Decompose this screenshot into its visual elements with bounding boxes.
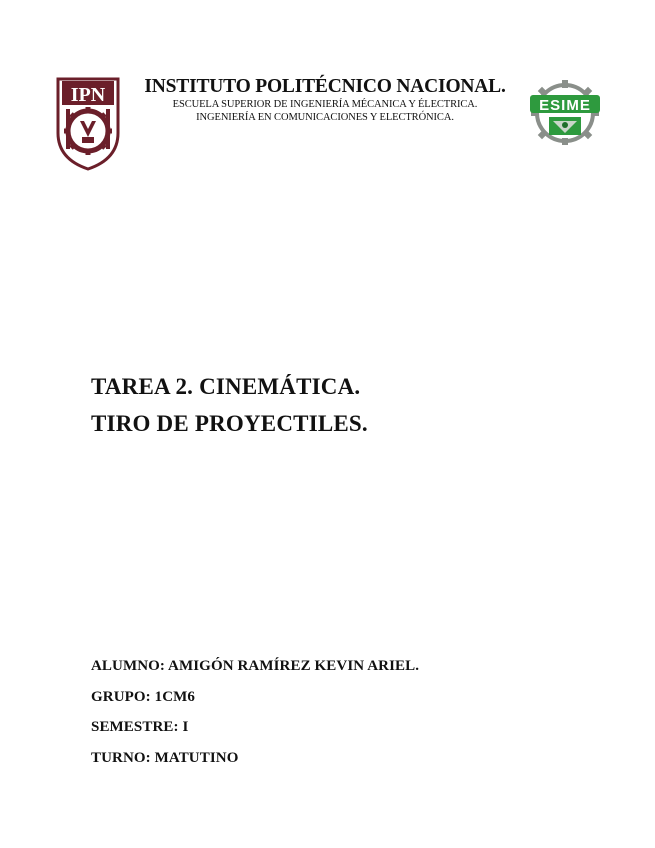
svg-text:ESIME: ESIME bbox=[539, 97, 591, 114]
ipn-logo-icon bbox=[52, 71, 124, 171]
student-semester: SEMESTRE: I bbox=[91, 719, 189, 735]
esime-logo-icon bbox=[527, 79, 603, 145]
student-info bbox=[91, 651, 419, 773]
student-group: GRUPO: 1CM6 bbox=[91, 688, 195, 705]
student-shift: TURNO: MATUTINO bbox=[91, 749, 239, 766]
document-header bbox=[130, 76, 520, 124]
title-line-2: TIRO DE PROYECTILES. bbox=[91, 411, 368, 436]
svg-text:IPN: IPN bbox=[70, 84, 106, 106]
document-title bbox=[91, 368, 368, 442]
title-line-1: TAREA 2. CINEMÁTICA. bbox=[91, 374, 361, 399]
program-name: INGENIERÍA EN COMUNICACIONES Y ELECTRÓNICA. bbox=[196, 112, 454, 123]
institution-name: INSTITUTO POLITÉCNICO NACIONAL. bbox=[144, 76, 506, 97]
student-name: ALUMNO: AMIGÓN RAMÍREZ KEVIN ARIEL. bbox=[91, 658, 420, 674]
school-name: ESCUELA SUPERIOR DE INGENIERÍA MÉCANICA Y ÉLECTRICA. bbox=[172, 99, 478, 110]
